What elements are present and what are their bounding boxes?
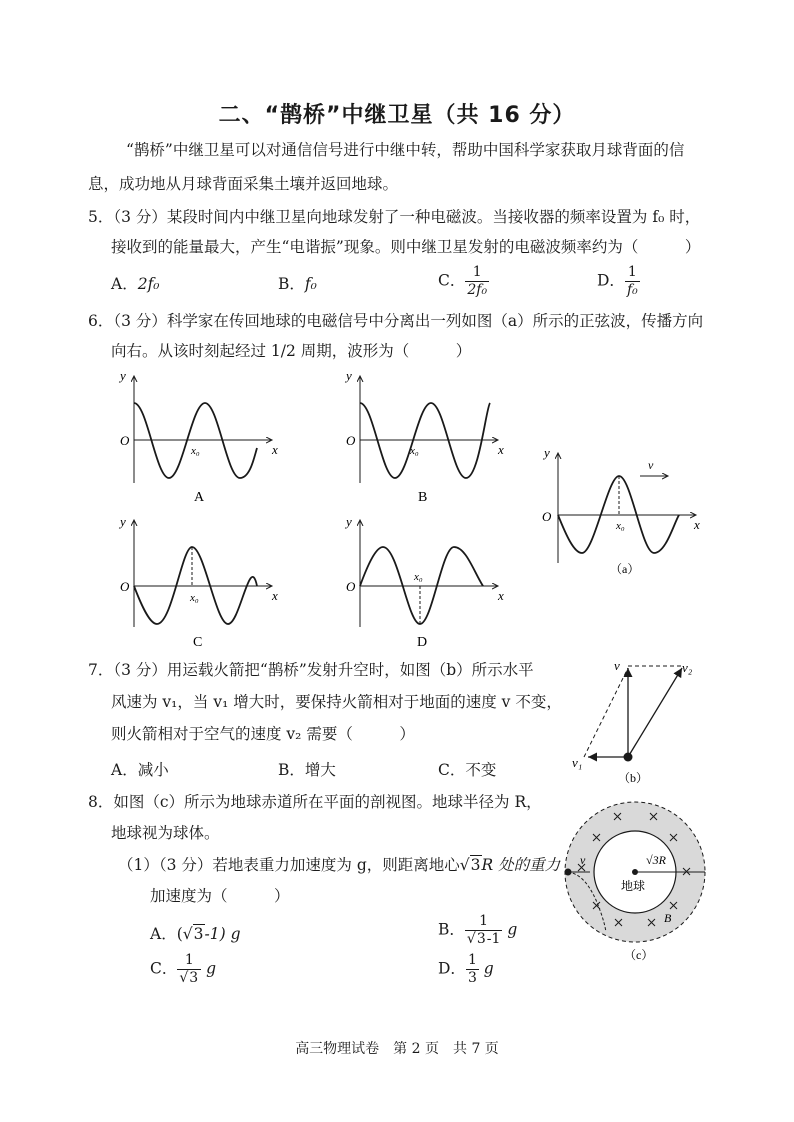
q5-option-d: D． $\frac{1}{\text{f₀}}$ <box>597 264 638 298</box>
figure-c-earth-section <box>560 792 710 967</box>
graph-d <box>338 512 518 652</box>
x0-label: x₀ <box>191 445 200 457</box>
satellite-dot <box>565 869 572 876</box>
graph-label: B <box>418 490 428 503</box>
q8-option-d: D． $\frac{1}{3}$ g <box>438 952 494 986</box>
q8-sub1-line-1: （1）（3 分）若地表重力加速度为 g，则距离地心√3R 处的重力 <box>118 856 561 874</box>
graph-label: （a） <box>610 562 640 576</box>
x-label: x <box>498 442 504 457</box>
graph-label: D <box>417 635 428 650</box>
v2-label: v₂ <box>682 660 693 675</box>
y-label: y <box>544 445 550 460</box>
earth-label: 地球 <box>621 879 646 893</box>
x0-label: x₀ <box>410 445 419 457</box>
y-label: y <box>346 368 352 383</box>
q7-option-b: B．增大 <box>278 761 336 779</box>
velocity-label: v <box>648 458 654 472</box>
q6-stem-line-2: 向右。从该时刻起经过 1/2 周期，波形为（ ） <box>111 342 472 360</box>
q5-stem-line-2: 接收到的能量最大，产生“电谐振”现象。则中继卫星发射的电磁波频率约为（ ） <box>111 238 701 256</box>
x0-label: x₀ <box>190 592 199 604</box>
q8-option-a: A．(√3-1) g <box>150 925 241 943</box>
origin-label: O <box>346 433 356 448</box>
origin-dot <box>624 753 633 762</box>
x-label: x <box>498 588 504 603</box>
v-label: v <box>580 853 586 867</box>
q5-option-b: B．f₀ <box>278 275 317 293</box>
origin-label: O <box>120 433 130 448</box>
v2-vector <box>628 668 682 757</box>
q8-stem-line-2: 地球视为球体。 <box>111 824 220 842</box>
graph-c <box>112 512 292 652</box>
q7-stem-line-3: 则火箭相对于空气的速度 v₂ 需要（ ） <box>111 725 415 743</box>
x-label: x <box>272 588 278 603</box>
q5-option-c: C． $\frac{1}{\text{2f₀}}$ <box>438 264 488 298</box>
graph-label: A <box>194 490 205 503</box>
intro-line-2: 息，成功地从月球背面采集土壤并返回地球。 <box>88 175 399 193</box>
q8-stem-line-1: 8．如图（c）所示为地球赤道所在平面的剖视图。地球半径为 R， <box>88 793 542 811</box>
v-label: v <box>614 658 620 673</box>
q7-option-c: C．不变 <box>438 761 497 779</box>
x-label: x <box>694 517 700 532</box>
q7-stem-line-1: 7．（3 分）用运载火箭把“鹊桥”发射升空时，如图（b）所示水平 <box>88 661 534 679</box>
x0-label: x₀ <box>616 520 625 532</box>
page-footer: 高三物理试卷 第 2 页 共 7 页 <box>295 1041 499 1057</box>
q7-option-a: A．减小 <box>111 761 169 779</box>
graph-label: C <box>193 635 203 650</box>
field-label: B <box>664 911 672 925</box>
section-title: 二、“鹊桥”中继卫星（共 16 分） <box>218 103 576 128</box>
graph-a <box>112 368 292 503</box>
graph-a-reference <box>534 443 714 578</box>
q8-option-c: C． $\frac{1}{√3}$ g <box>150 952 217 986</box>
v1-label: v₁ <box>572 755 583 770</box>
x-label: x <box>272 442 278 457</box>
q5-stem-line-1: 5．（3 分）某段时间内中继卫星向地球发射了一种电磁波。当接收器的频率设置为 f₀ 时， <box>88 208 701 226</box>
q7-stem-line-2: 风速为 v₁，当 v₁ 增大时，要保持火箭相对于地面的速度 v 不变， <box>111 693 562 711</box>
y-label: y <box>120 514 126 529</box>
origin-label: O <box>120 579 130 594</box>
origin-label: O <box>346 579 356 594</box>
figure-caption: （b） <box>618 771 649 784</box>
y-label: y <box>120 368 126 383</box>
origin-label: O <box>542 509 552 524</box>
q6-stem-line-1: 6．（3 分）科学家在传回地球的电磁信号中分离出一列如图（a）所示的正弦波，传播方向 <box>88 312 704 330</box>
intro-line-1: “鹊桥”中继卫星可以对通信信号进行中继中转，帮助中国科学家获取月球背面的信 <box>126 141 685 159</box>
radius-label: √3R <box>646 853 666 867</box>
dashed-line <box>584 668 628 757</box>
q8-sub1-line-2: 加速度为（ ） <box>150 887 290 905</box>
q5-option-a: A．2f₀ <box>111 275 160 293</box>
figure-b-vector-diagram <box>568 654 708 784</box>
graph-b <box>338 368 518 503</box>
figure-caption: （c） <box>624 948 654 962</box>
q8-option-b: B． $\frac{1}{√3-1}$ g <box>438 913 518 947</box>
y-label: y <box>346 514 352 529</box>
x0-label: x₀ <box>414 571 423 583</box>
